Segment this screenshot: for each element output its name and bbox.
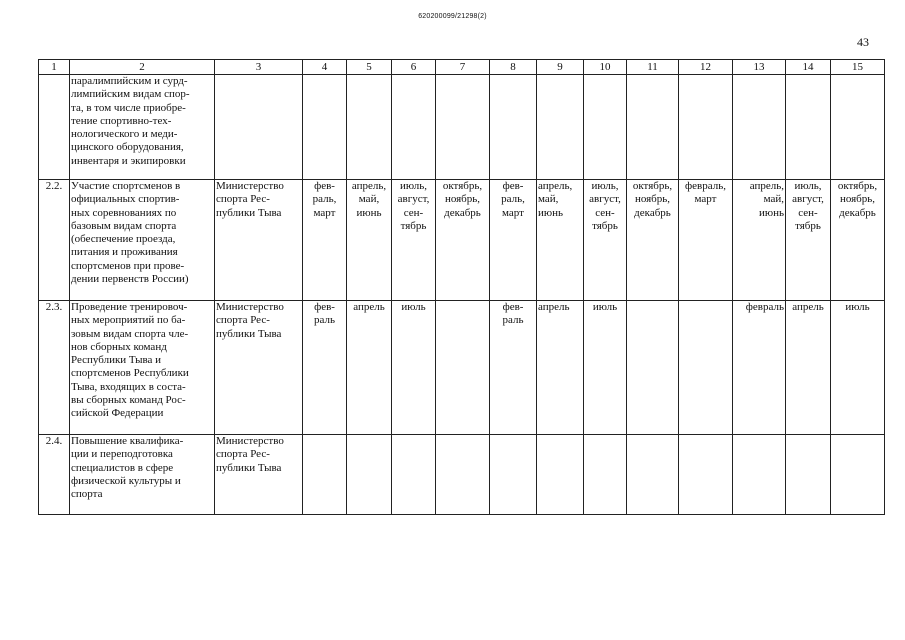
- cell-line: паралимпийским и сурд-: [71, 75, 188, 87]
- cell-line: май,: [763, 193, 784, 206]
- cell-line: цинского оборудования,: [71, 141, 184, 154]
- cell-line: базовым видам спорта: [71, 219, 177, 232]
- organization-cell: [215, 180, 303, 301]
- period-cell-col-9: [537, 180, 584, 301]
- cell-line: публики Тыва: [216, 206, 282, 219]
- cell-line: публики Тыва: [216, 327, 282, 340]
- period-cell-col-7: [436, 75, 490, 180]
- cell-line: спортсменов при прове-: [71, 259, 185, 272]
- cell-line: июль,: [399, 180, 428, 192]
- activity-cell: [70, 435, 215, 515]
- cell-line: июнь: [356, 206, 382, 219]
- cell-line: ноябрь,: [634, 193, 671, 206]
- column-header-1: 1: [39, 60, 70, 75]
- cell-line: май,: [358, 193, 380, 206]
- activity-cell: [70, 301, 215, 435]
- cell-line: февраль: [745, 301, 784, 313]
- period-cell-col-10: [584, 75, 627, 180]
- column-header-13: 13: [733, 60, 786, 75]
- cell-line: та, в том числе приобре-: [71, 101, 186, 114]
- period-cell-col-4: [303, 435, 347, 515]
- column-header-10: 10: [584, 60, 627, 75]
- period-cell-col-4: [303, 180, 347, 301]
- cell-line: август,: [792, 193, 824, 206]
- period-cell-col-15: [831, 180, 885, 301]
- period-cell-col-9: [537, 301, 584, 435]
- period-cell-col-11: [627, 75, 679, 180]
- cell-line: сен-: [403, 206, 424, 219]
- period-cell-col-14: [786, 75, 831, 180]
- table-row: [39, 435, 885, 515]
- cell-line: декабрь: [839, 206, 876, 219]
- cell-line: ции и переподготовка: [71, 448, 173, 461]
- cell-line: спорта Рес-: [216, 448, 270, 461]
- period-cell-col-4: [303, 301, 347, 435]
- period-cell-col-7: [436, 301, 490, 435]
- cell-line: сен-: [595, 206, 615, 219]
- cell-line: Повышение квалифика-: [71, 435, 184, 447]
- period-cell-col-5: [347, 75, 392, 180]
- row-number: 2.3.: [39, 301, 70, 435]
- period-cell-col-5: [347, 435, 392, 515]
- cell-line: тябрь: [592, 219, 618, 232]
- cell-line: тябрь: [795, 219, 821, 232]
- cell-line: инвентаря и экипировки: [71, 154, 186, 167]
- period-cell-col-5: [347, 180, 392, 301]
- organization-cell: [215, 435, 303, 515]
- cell-line: Тыва, входящих в соста-: [71, 380, 186, 393]
- period-cell-col-6: [392, 435, 436, 515]
- row-number: [39, 75, 70, 180]
- cell-line: апрель,: [351, 180, 387, 192]
- column-header-6: 6: [392, 60, 436, 75]
- period-cell-col-6: [392, 75, 436, 180]
- cell-line: Проведение тренировоч-: [71, 301, 188, 313]
- cell-line: официальных спортив-: [71, 193, 180, 206]
- cell-line: нов сборных команд: [71, 340, 167, 353]
- cell-line: Министерство: [216, 435, 284, 447]
- cell-line: апрель: [538, 301, 570, 313]
- cell-line: раль,: [312, 193, 337, 206]
- period-cell-col-14: [786, 301, 831, 435]
- period-cell-col-10: [584, 180, 627, 301]
- header-row: [39, 60, 885, 75]
- cell-line: тябрь: [400, 219, 427, 232]
- cell-line: Участие спортсменов в: [71, 180, 181, 192]
- cell-line: ноябрь,: [444, 193, 481, 206]
- organization-cell: [215, 75, 303, 180]
- cell-line: Республики Тыва и: [71, 354, 162, 367]
- plan-table: [38, 59, 885, 515]
- period-cell-col-8: [490, 75, 537, 180]
- period-cell-col-4: [303, 75, 347, 180]
- cell-line: физической культуры и: [71, 474, 181, 487]
- period-cell-col-6: [392, 180, 436, 301]
- cell-line: раль: [502, 314, 524, 327]
- cell-line: зовым видам спорта чле-: [71, 327, 189, 340]
- table-row: [39, 301, 885, 435]
- period-cell-col-9: [537, 75, 584, 180]
- cell-line: специалистов в сфере: [71, 461, 174, 474]
- cell-line: декабрь: [634, 206, 671, 219]
- period-cell-col-13: [733, 435, 786, 515]
- cell-line: июнь: [758, 206, 784, 219]
- cell-line: апрель,: [749, 180, 784, 192]
- period-cell-col-11: [627, 180, 679, 301]
- table-row: [39, 180, 885, 301]
- cell-line: сийской Федерации: [71, 407, 164, 420]
- cell-line: август,: [589, 193, 621, 206]
- period-cell-col-12: [679, 301, 733, 435]
- period-cell-col-14: [786, 180, 831, 301]
- cell-line: октябрь,: [837, 180, 878, 192]
- cell-line: фев-: [502, 180, 524, 192]
- column-header-3: 3: [215, 60, 303, 75]
- document-id: 620200099/21298(2): [418, 13, 487, 20]
- cell-line: май,: [538, 193, 559, 206]
- cell-line: дении первенств России): [71, 273, 189, 286]
- period-cell-col-7: [436, 180, 490, 301]
- cell-line: спортсменов Республики: [71, 367, 189, 380]
- cell-line: ноябрь,: [839, 193, 876, 206]
- period-cell-col-13: [733, 75, 786, 180]
- cell-line: фев-: [314, 301, 335, 313]
- column-header-15: 15: [831, 60, 885, 75]
- cell-line: март: [502, 206, 524, 219]
- cell-line: июль: [845, 301, 870, 313]
- cell-line: июнь: [538, 206, 564, 219]
- cell-line: тение спортивно-тех-: [71, 114, 172, 127]
- row-number: 2.4.: [39, 435, 70, 515]
- cell-line: март: [313, 206, 336, 219]
- cell-line: июль,: [794, 180, 822, 192]
- page-number: 43: [857, 35, 869, 49]
- cell-line: спорта Рес-: [216, 314, 270, 327]
- period-cell-col-5: [347, 301, 392, 435]
- cell-line: ных соревнованиях по: [71, 206, 177, 219]
- cell-line: вы сборных команд Рос-: [71, 394, 186, 407]
- cell-line: апрель,: [538, 180, 573, 192]
- period-cell-col-7: [436, 435, 490, 515]
- column-header-4: 4: [303, 60, 347, 75]
- cell-line: апрель: [792, 301, 824, 313]
- cell-line: питания и проживания: [71, 246, 178, 259]
- column-header-9: 9: [537, 60, 584, 75]
- cell-line: август,: [397, 193, 430, 206]
- row-number: 2.2.: [39, 180, 70, 301]
- cell-line: март: [694, 193, 717, 206]
- column-header-12: 12: [679, 60, 733, 75]
- table-row: [39, 75, 885, 180]
- activity-cell: [70, 180, 215, 301]
- period-cell-col-11: [627, 301, 679, 435]
- cell-line: июль: [592, 301, 618, 313]
- cell-line: Министерство: [216, 180, 284, 192]
- period-cell-col-8: [490, 180, 537, 301]
- cell-line: спорта: [71, 488, 103, 501]
- cell-line: фев-: [502, 301, 524, 313]
- cell-line: июль,: [591, 180, 619, 192]
- cell-line: июль: [401, 301, 426, 313]
- column-header-14: 14: [786, 60, 831, 75]
- period-cell-col-8: [490, 435, 537, 515]
- period-cell-col-12: [679, 75, 733, 180]
- cell-line: октябрь,: [442, 180, 483, 192]
- column-header-7: 7: [436, 60, 490, 75]
- activity-cell: [70, 75, 215, 180]
- period-cell-col-12: [679, 180, 733, 301]
- period-cell-col-10: [584, 301, 627, 435]
- period-cell-col-9: [537, 435, 584, 515]
- period-cell-col-8: [490, 301, 537, 435]
- cell-line: раль: [314, 314, 335, 327]
- period-cell-col-10: [584, 435, 627, 515]
- cell-line: Министерство: [216, 301, 284, 313]
- period-cell-col-15: [831, 301, 885, 435]
- cell-line: октябрь,: [632, 180, 673, 192]
- cell-line: (обеспечение проезда,: [71, 233, 176, 246]
- cell-line: фев-: [314, 180, 335, 192]
- cell-line: спорта Рес-: [216, 193, 270, 206]
- column-header-5: 5: [347, 60, 392, 75]
- cell-line: апрель: [353, 301, 385, 313]
- period-cell-col-15: [831, 435, 885, 515]
- cell-line: февраль,: [685, 180, 726, 192]
- period-cell-col-11: [627, 435, 679, 515]
- cell-line: сен-: [798, 206, 818, 219]
- cell-line: декабрь: [444, 206, 481, 219]
- period-cell-col-15: [831, 75, 885, 180]
- cell-line: публики Тыва: [216, 461, 282, 474]
- cell-line: лимпийским видам спор-: [71, 88, 190, 101]
- cell-line: ных мероприятий по ба-: [71, 314, 186, 327]
- column-header-8: 8: [490, 60, 537, 75]
- period-cell-col-12: [679, 435, 733, 515]
- organization-cell: [215, 301, 303, 435]
- column-header-2: 2: [70, 60, 215, 75]
- period-cell-col-13: [733, 180, 786, 301]
- cell-line: раль,: [501, 193, 525, 206]
- period-cell-col-14: [786, 435, 831, 515]
- cell-line: нологического и меди-: [71, 128, 178, 141]
- column-header-11: 11: [627, 60, 679, 75]
- period-cell-col-13: [733, 301, 786, 435]
- period-cell-col-6: [392, 301, 436, 435]
